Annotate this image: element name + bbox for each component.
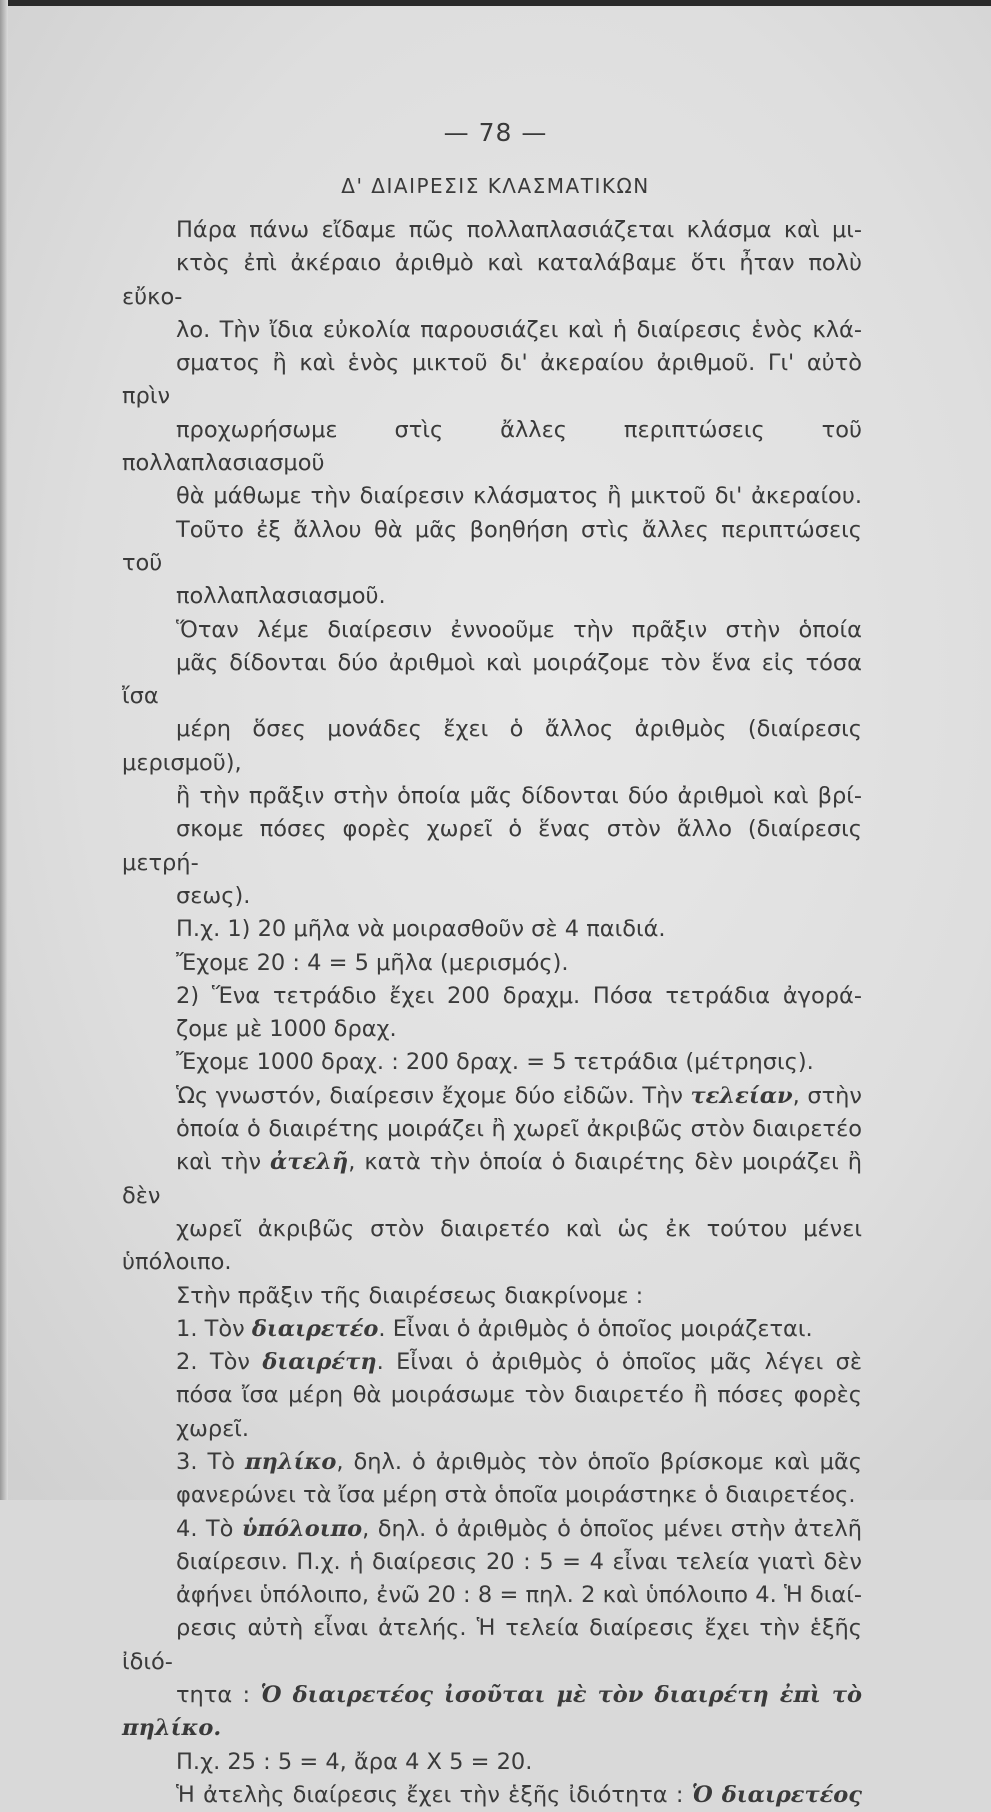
text-line: Τοῦτο ἐξ ἄλλου θὰ μᾶς βοηθήση στὶς ἄλλες περιπτώσεις τοῦ bbox=[122, 516, 862, 576]
paragraph-imperfect bbox=[122, 1779, 862, 1812]
text-line: θὰ μάθωμε τὴν διαίρεσιν κλάσματος ἢ μικτοῦ δι' ἀκεραίου. bbox=[176, 483, 862, 510]
paragraph-types bbox=[122, 1080, 862, 1280]
text-line: λο. Τὴν ἴδια εὐκολία παρουσιάζει καὶ ἡ διαίρεσις ἑνὸς κλά- bbox=[176, 316, 862, 343]
property-statement-2: Ὁ διαιρετέος bbox=[691, 1781, 863, 1808]
text-run: Ἡ ἀτελὴς διαίρεσις ἔχει τὴν ἑξῆς ἰδιότητα : bbox=[176, 1781, 684, 1808]
text-line bbox=[122, 1146, 862, 1213]
text-line bbox=[122, 1779, 862, 1812]
text-line: χωρεῖ ἀκριβῶς στὸν διαιρετέο καὶ ὡς ἐκ τούτου μένει ὑπόλοιπο. bbox=[122, 1215, 862, 1276]
term-diairetis: διαιρέτη bbox=[262, 1349, 377, 1376]
text-line: Π.χ. 1) 20 μῆλα νὰ μοιρασθοῦν σὲ 4 παιδιά. bbox=[176, 916, 666, 943]
item-4 bbox=[122, 1513, 862, 1779]
text-line: σματος ἢ καὶ ἑνὸς μικτοῦ δι' ἀκεραίου ἀριθμοῦ. Γι' αὐτὸ πρὶν bbox=[122, 350, 862, 410]
text-line bbox=[122, 1313, 862, 1346]
text-run: καὶ τὴν bbox=[176, 1149, 262, 1176]
paragraph-2 bbox=[122, 614, 862, 914]
text-line: χωρεῖ. bbox=[176, 1415, 250, 1442]
text-line: ζομε μὲ 1000 δραχ. bbox=[176, 1016, 397, 1043]
text-line: Π.χ. 25 : 5 = 4, ἄρα 4 X 5 = 20. bbox=[176, 1748, 533, 1775]
text-line: ὁποία ὁ διαιρέτης μοιράζει ἢ χωρεῖ ἀκριβῶς στὸν διαιρετέο bbox=[176, 1116, 862, 1143]
text-line: προχωρήσωμε στὶς ἄλλες περιπτώσεις τοῦ πολλαπλασιασμοῦ bbox=[122, 416, 862, 477]
text-line: ἢ τὴν πρᾶξιν στὴν ὁποία μᾶς δίδονται δύο ἀριθμοὶ καὶ βρί- bbox=[176, 783, 862, 810]
term-diairetes: διαιρετέο bbox=[251, 1315, 379, 1342]
text-line: Ἔχομε 1000 δραχ. : 200 δραχ. = 5 τετράδια (μέτρησις). bbox=[176, 1049, 814, 1076]
example-2 bbox=[122, 980, 862, 1080]
text-run: . Εἶναι ὁ ἀριθμὸς ὁ ὁποῖος μᾶς λέγει σὲ bbox=[376, 1349, 862, 1376]
text-line: Στὴν πρᾶξιν τῆς διαιρέσεως διακρίνομε : bbox=[176, 1282, 644, 1309]
text-line: σεως). bbox=[176, 882, 251, 909]
text-line: διαίρεσιν. Π.χ. ἡ διαίρεσις 20 : 5 = 4 εἶναι τελεία γιατὶ δὲν bbox=[176, 1548, 862, 1575]
text-line: Ὅταν λέμε διαίρεσιν ἐννοοῦμε τὴν πρᾶξιν στὴν ὁποία bbox=[176, 616, 862, 643]
text-run: 3. Τὸ bbox=[176, 1448, 235, 1475]
text-run: 1. Τὸν bbox=[176, 1315, 245, 1342]
text-run: , δηλ. ὁ ἀριθμὸς ὁ ὁποῖος μένει στὴν ἀτελῆ bbox=[362, 1515, 862, 1542]
paragraph-1 bbox=[122, 214, 862, 614]
text-line: Ἔχομε 20 : 4 = 5 μῆλα (μερισμός). bbox=[176, 949, 569, 976]
item-1 bbox=[122, 1313, 862, 1346]
text-run: Ὡς γνωστόν, διαίρεσιν ἔχομε δύο εἰδῶν. Τὴν bbox=[176, 1082, 683, 1109]
body-text bbox=[122, 214, 862, 1812]
term-teleian: τελείαν bbox=[690, 1082, 793, 1109]
paragraph-parts bbox=[122, 1280, 862, 1313]
text-line bbox=[122, 1679, 862, 1746]
term-piliko: πηλίκο bbox=[245, 1448, 337, 1475]
text-line: φανερώνει τὰ ἴσα μέρη στὰ ὁποῖα μοιράστηκε ὁ διαιρετέος. bbox=[176, 1482, 856, 1509]
page-number: — 78 — bbox=[443, 118, 548, 147]
text-line: κτὸς ἐπὶ ἀκέραιο ἀριθμὸ καὶ καταλάβαμε ὅτι ἦταν πολὺ εὔκο- bbox=[122, 250, 862, 310]
text-line: ἀφήνει ὑπόλοιπο, ἐνῶ 20 : 8 = πηλ. 2 καὶ ὑπόλοιπο 4. Ἡ διαί- bbox=[176, 1582, 862, 1609]
term-ateli: ἀτελῆ bbox=[269, 1149, 349, 1176]
text-line: ρεσις αὐτὴ εἶναι ἀτελής. Ἡ τελεία διαίρεσις ἔχει τὴν ἑξῆς ἰδιό- bbox=[122, 1615, 862, 1675]
text-run: , κατὰ τὴν ὁποία ὁ διαιρέτης δὲν μοιράζει ἢ δὲν bbox=[122, 1149, 862, 1209]
item-2 bbox=[122, 1346, 862, 1446]
example-1 bbox=[122, 913, 862, 980]
text-line: σκομε πόσες φορὲς χωρεῖ ὁ ἕνας στὸν ἄλλο (διαίρεσις μετρή- bbox=[122, 816, 862, 876]
text-line: Πάρα πάνω εἴδαμε πῶς πολλαπλασιάζεται κλάσμα καὶ μι- bbox=[176, 217, 862, 243]
text-line: 2) Ἕνα τετράδιο ἔχει 200 δραχμ. Πόσα τετράδια ἀγορά- bbox=[176, 982, 862, 1009]
text-line: πόσα ἴσα μέρη θὰ μοιράσωμε τὸν διαιρετέο ἢ πόσες φορὲς bbox=[176, 1382, 862, 1409]
text-run: 4. Τὸ bbox=[176, 1515, 234, 1542]
scan-edge-top bbox=[0, 0, 991, 6]
text-line: πολλαπλασιασμοῦ. bbox=[176, 583, 386, 610]
section-title: Δ' ΔΙΑΙΡΕΣΙΣ ΚΛΑΣΜΑΤΙΚΩΝ bbox=[341, 174, 650, 198]
text-line bbox=[122, 1513, 862, 1546]
text-line bbox=[122, 1080, 862, 1113]
text-line bbox=[122, 1446, 862, 1479]
item-3 bbox=[122, 1446, 862, 1513]
scan-edge-left bbox=[0, 0, 8, 1500]
text-line: μᾶς δίδονται δύο ἀριθμοὶ καὶ μοιράζομε τὸν ἕνα εἰς τόσα ἴσα bbox=[122, 649, 862, 710]
text-run: 2. Τὸν bbox=[176, 1349, 250, 1376]
text-line: μέρη ὅσες μονάδες ἔχει ὁ ἄλλος ἀριθμὸς (διαίρεσις μερισμοῦ), bbox=[122, 716, 862, 776]
text-line bbox=[122, 1346, 862, 1379]
text-run: , στὴν bbox=[792, 1082, 862, 1109]
property-statement: Ὁ διαιρετέος ἰσοῦται μὲ τὸν διαιρέτη ἐπὶ τὸ πηλίκο. bbox=[122, 1682, 863, 1742]
text-run: , δηλ. ὁ ἀριθμὸς τὸν ὁποῖο βρίσκομε καὶ μᾶς bbox=[336, 1448, 862, 1475]
text-run: . Εἶναι ὁ ἀριθμὸς ὁ ὁποῖος μοιράζεται. bbox=[378, 1315, 813, 1342]
term-ypoloipo: ὑπόλοιπο bbox=[241, 1515, 363, 1542]
text-run: τητα : bbox=[176, 1682, 251, 1709]
